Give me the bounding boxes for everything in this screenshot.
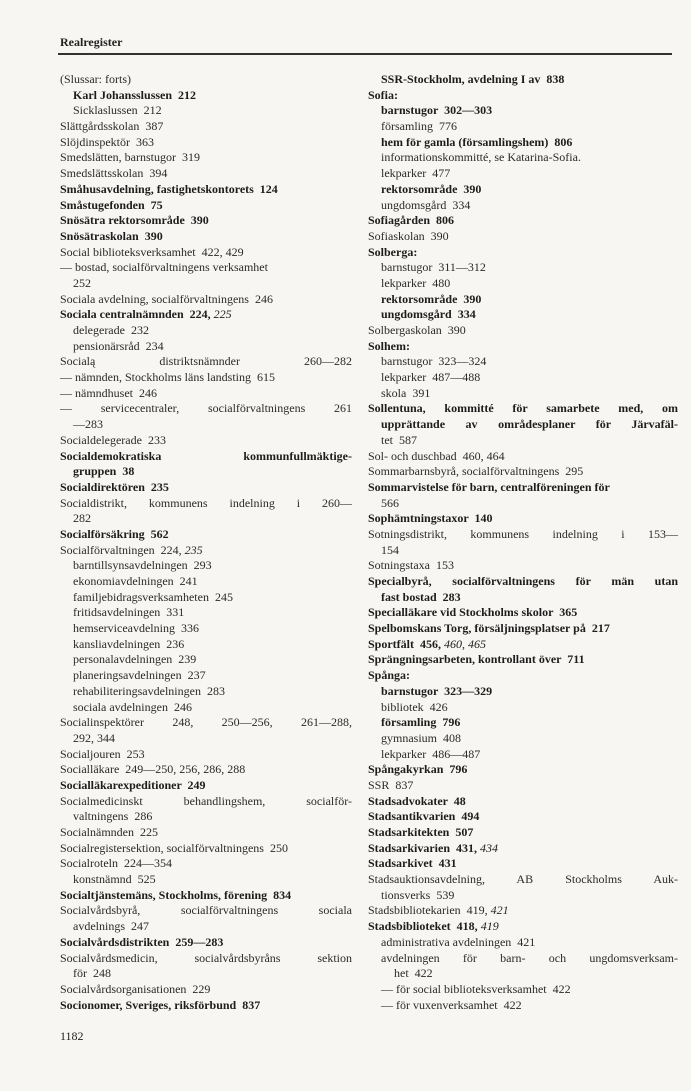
index-entry (60, 825, 352, 841)
index-subentry (368, 103, 678, 119)
index-subentry (368, 386, 678, 402)
index-subentry (368, 700, 678, 716)
entry-text: sociala avdelningen 246 (73, 699, 192, 714)
entry-text: Socialdemokratiska kommunfullmäktige- (60, 448, 352, 463)
index-entry (368, 229, 678, 245)
entry-text: Socialroteln 224—354 (60, 856, 172, 871)
index-subentry (60, 684, 352, 700)
entry-text: Småhusavdelning, fastighetskontorets 124 (60, 181, 278, 196)
entry-text: avdelningen för barn- och ungdomsverksam- (381, 950, 678, 965)
index-entry (368, 527, 678, 543)
entry-text: Smedslättsskolan 394 (60, 166, 168, 181)
entry-text: delegerade 232 (73, 323, 149, 337)
entry-text: Socialinspektörer 248, 250—256, 261—288, (60, 715, 352, 730)
index-subentry (368, 354, 678, 370)
entry-text: 282 (73, 511, 91, 526)
index-entry (60, 135, 352, 151)
index-subentry (60, 323, 352, 339)
index-subentry (60, 872, 352, 888)
entry-text: Sophämtningstaxor 140 (368, 511, 493, 526)
entry-text: konstnämnd 525 (73, 872, 156, 887)
entry-text: Socialförvaltningen 224, (60, 542, 185, 557)
index-subentry (368, 166, 678, 182)
index-entry (60, 543, 352, 559)
index-subentry (60, 103, 352, 119)
index-entry (60, 496, 352, 512)
index-subentry (60, 276, 352, 292)
entry-text: gruppen 38 (73, 464, 135, 479)
index-entry (368, 511, 678, 527)
entry-text: bibliotek 426 (381, 699, 448, 714)
entry-text: Sociala centralnämnden 224, (60, 307, 214, 322)
index-subentry (368, 72, 678, 88)
entry-text: Specialbyrå, socialförvaltningens för män utan (368, 574, 678, 588)
index-entry (60, 213, 352, 229)
index-entry (368, 605, 678, 621)
index-entry (60, 841, 352, 857)
entry-text: Sofiaskolan 390 (368, 228, 449, 243)
index-entry (60, 119, 352, 135)
index-subentry (368, 935, 678, 951)
entry-text: Socialdirektören 235 (60, 479, 169, 494)
index-subentry (368, 982, 678, 998)
index-subentry (368, 370, 678, 386)
entry-text: Specialläkare vid Stockholms skolor 365 (368, 605, 578, 620)
entry-text: Solbergaskolan 390 (368, 323, 466, 337)
index-entry (60, 951, 352, 967)
entry-text: Socialvårdsdistrikten 259—283 (60, 934, 224, 949)
entry-text: ungdomsgård 334 (381, 307, 476, 322)
index-subentry (60, 731, 352, 747)
index-entry (368, 856, 678, 872)
entry-text: Sprängningsarbeten, kontrollant över 711 (368, 652, 585, 667)
entry-text: het 422 (394, 966, 433, 981)
index-entry (60, 72, 352, 88)
index-column-right (368, 72, 678, 1013)
entry-text: Socialą distriktsnämnder 260—282 (60, 354, 352, 369)
index-subentry (368, 888, 678, 904)
index-entry (368, 841, 678, 857)
entry-text: upprättande av områdesplaner för Järvafäl- (381, 417, 678, 432)
index-entry (368, 652, 678, 668)
entry-text: barnstugor 311—312 (381, 260, 486, 275)
index-entry (368, 872, 678, 888)
index-entry (368, 621, 678, 637)
entry-text: gymnasium 408 (381, 730, 461, 745)
index-entry (368, 339, 678, 355)
entry-text: Socialläkarexpeditioner 249 (60, 777, 206, 792)
index-entry (60, 354, 352, 370)
entry-text: SSR 837 (368, 777, 414, 792)
index-subentry (368, 731, 678, 747)
index-entry (368, 88, 678, 104)
index-entry (60, 527, 352, 543)
index-subentry (368, 307, 678, 323)
index-entry (368, 245, 678, 261)
entry-text: Socialförsäkring 562 (60, 526, 169, 541)
entry-text: barnstugor 323—324 (381, 354, 487, 369)
index-entry (60, 480, 352, 496)
index-subentry (60, 966, 352, 982)
entry-text: 292, 344 (73, 730, 115, 745)
entry-italic-page-ref: 460, 465 (444, 636, 486, 651)
index-subentry (368, 998, 678, 1014)
entry-italic-page-ref: 434 (480, 840, 499, 855)
index-entry (60, 935, 352, 951)
entry-text: SSR-Stockholm, avdelning I av 838 (381, 72, 565, 86)
index-entry (60, 150, 352, 166)
index-entry (60, 229, 352, 245)
index-subentry (60, 590, 352, 606)
entry-text: Slättgårdsskolan 387 (60, 119, 164, 134)
index-entry (60, 747, 352, 763)
index-subentry (368, 496, 678, 512)
entry-text: Sol- och duschbad 460, 464 (368, 448, 505, 463)
entry-text: barnstugor 323—329 (381, 683, 493, 698)
entry-text: tionsverks 539 (381, 887, 455, 902)
entry-text: Socialdelegerade 233 (60, 432, 166, 447)
index-subentry (368, 433, 678, 449)
index-subentry (368, 292, 678, 308)
entry-text: Stadsarkivet 431 (368, 856, 457, 871)
index-entry (368, 401, 678, 417)
index-subentry (368, 198, 678, 214)
entry-text: lekparker 486—487 (381, 746, 481, 761)
entry-text: Socialjouren 253 (60, 746, 145, 761)
index-entry (60, 903, 352, 919)
entry-text: för 248 (73, 966, 111, 981)
index-subentry (368, 150, 678, 166)
entry-italic-page-ref: 225 (213, 307, 232, 322)
index-column-left (60, 72, 352, 1044)
entry-text: fritidsavdelningen 331 (73, 605, 185, 620)
index-entry (368, 637, 678, 653)
entry-text: Snösätra rektorsområde 390 (60, 213, 209, 228)
running-header: Realregister (60, 35, 123, 49)
entry-text: Sollentuna, kommitté för samarbete med, om (368, 401, 678, 416)
index-subentry (368, 276, 678, 292)
entry-text: Spångakyrkan 796 (368, 762, 468, 777)
index-subentry (60, 621, 352, 637)
entry-text: Socialdistrikt, kommunens indelning i 260— (60, 495, 352, 510)
entry-text: Stadsarkitekten 507 (368, 825, 474, 839)
index-subentry (60, 417, 352, 433)
entry-text: kansliavdelningen 236 (73, 636, 185, 651)
entry-text: — nämnden, Stockholms läns landsting 615 (60, 370, 275, 385)
entry-text: Socialläkare 249—250, 256, 286, 288 (60, 762, 246, 777)
entry-text: Karl Johansslussen 212 (73, 87, 197, 102)
index-entry (368, 464, 678, 480)
index-subentry (368, 715, 678, 731)
entry-text: lekparker 480 (381, 275, 451, 290)
entry-text: familjebidragsverksamheten 245 (73, 589, 233, 604)
entry-text: 566 (381, 495, 399, 510)
index-subentry (60, 605, 352, 621)
index-subentry (368, 543, 678, 559)
entry-text: lekparker 477 (381, 166, 451, 181)
page-number: 1182 (60, 1029, 84, 1044)
entry-text: Socialvårdsbyrå, socialförvaltningens sociala (60, 903, 352, 918)
index-subentry (368, 182, 678, 198)
entry-text: Socialtjänstemäns, Stockholms, förening 834 (60, 887, 292, 902)
index-entry (368, 794, 678, 810)
index-subentry (60, 700, 352, 716)
entry-text: barnstugor 302—303 (381, 103, 493, 118)
entry-text: Socialvårdsorganisationen 229 (60, 981, 211, 996)
index-entry (60, 982, 352, 998)
index-entry (368, 213, 678, 229)
index-entry (368, 809, 678, 825)
entry-text: Småstugefonden 75 (60, 197, 163, 212)
index-entry (368, 574, 678, 590)
entry-text: Socionomer, Sveriges, riksförbund 837 (60, 997, 261, 1012)
index-entry (60, 386, 352, 402)
index-entry (60, 260, 352, 276)
index-entry (60, 856, 352, 872)
entry-text: ungdomsgård 334 (381, 197, 471, 212)
index-entry (368, 480, 678, 496)
entry-text: lekparker 487—488 (381, 370, 481, 385)
index-subentry (60, 652, 352, 668)
index-entry (60, 198, 352, 214)
index-subentry (60, 464, 352, 480)
index-entry (368, 919, 678, 935)
index-entry (368, 668, 678, 684)
entry-text: tet 587 (381, 432, 417, 447)
entry-text: rektorsområde 390 (381, 291, 482, 306)
entry-text: (Slussar: forts) (60, 72, 131, 86)
index-entry (60, 998, 352, 1014)
entry-text: Socialvårdsmedicin, socialvårdsbyråns sektion (60, 950, 352, 965)
entry-text: hemserviceavdelning 336 (73, 621, 199, 636)
index-subentry (368, 417, 678, 433)
entry-text: — servicecentraler, socialförvaltningens 261 (60, 401, 352, 416)
entry-text: informationskommitté, se Katarina-Sofia. (381, 150, 581, 165)
entry-text: — för social biblioteksverksamhet 422 (381, 981, 571, 996)
entry-text: Sommarbarnsbyrå, socialförvaltningens 295 (368, 464, 584, 479)
entry-text: Stadsadvokater 48 (368, 793, 466, 808)
entry-text: Smedslätten, barnstugor 319 (60, 150, 200, 165)
entry-text: Snösätraskolan 390 (60, 228, 163, 243)
entry-text: rehabiliteringsavdelningen 283 (73, 683, 225, 698)
index-entry (60, 433, 352, 449)
entry-text: Sofiagården 806 (368, 213, 455, 228)
index-entry (60, 762, 352, 778)
index-entry (368, 778, 678, 794)
entry-text: Sofia: (368, 87, 398, 102)
index-subentry (368, 951, 678, 967)
entry-text: personalavdelningen 239 (73, 652, 197, 667)
entry-text: Slöjdinspektör 363 (60, 134, 155, 149)
index-entry (60, 778, 352, 794)
entry-text: Sotningsdistrikt, kommunens indelning i 153— (368, 526, 678, 541)
index-entry (60, 307, 352, 323)
entry-text: skola 391 (381, 385, 431, 400)
index-entry (368, 903, 678, 919)
index-subentry (368, 684, 678, 700)
entry-text: 252 (73, 275, 91, 290)
entry-text: administrativa avdelningen 421 (381, 934, 536, 949)
entry-italic-page-ref: 419 (480, 919, 499, 934)
entry-text: Stadsarkivarien 431, (368, 840, 481, 855)
entry-text: hem för gamla (församlingshem) 806 (381, 134, 573, 149)
index-entry (60, 370, 352, 386)
index-subentry (368, 119, 678, 135)
index-subentry (60, 637, 352, 653)
entry-text: ekonomiavdelningen 241 (73, 574, 198, 588)
index-subentry (60, 339, 352, 355)
entry-text: Spånga: (368, 668, 411, 683)
entry-text: Spelbomskans Torg, försäljningsplatser på 217 (368, 621, 610, 636)
index-entry (60, 182, 352, 198)
index-subentry (368, 747, 678, 763)
header-rule (58, 53, 672, 55)
entry-text: Sommarvistelse för barn, centralföreningen för (368, 479, 610, 494)
entry-text: Solhem: (368, 338, 410, 353)
index-subentry (368, 260, 678, 276)
index-subentry (60, 919, 352, 935)
entry-text: Socialregistersektion, socialförvaltningens 250 (60, 840, 288, 855)
entry-text: — för vuxenverksamhet 422 (381, 997, 522, 1012)
entry-text: —283 (73, 417, 103, 432)
index-entry (60, 715, 352, 731)
index-entry (368, 449, 678, 465)
entry-text: 154 (381, 542, 399, 557)
entry-text: församling 776 (381, 119, 457, 134)
index-subentry (368, 135, 678, 151)
entry-text: Stadsbiblioteket 418, (368, 919, 481, 934)
entry-text: Social biblioteksverksamhet 422, 429 (60, 244, 244, 259)
entry-text: Stadsbibliotekarien 419, (368, 903, 491, 918)
index-entry (60, 888, 352, 904)
entry-text: Sicklaslussen 212 (73, 103, 162, 118)
index-subentry (60, 574, 352, 590)
entry-text: avdelnings 247 (73, 919, 149, 934)
index-entry (368, 762, 678, 778)
entry-text: rektorsområde 390 (381, 181, 482, 196)
index-subentry (368, 966, 678, 982)
entry-text: Sotningstaxa 153 (368, 558, 454, 573)
entry-text: Stadsantikvarien 494 (368, 809, 480, 824)
entry-text: planeringsavdelningen 237 (73, 668, 206, 683)
entry-italic-page-ref: 421 (490, 903, 509, 918)
entry-text: Sociala avdelning, socialförvaltningens 246 (60, 291, 273, 306)
index-entry (60, 449, 352, 465)
index-subentry (60, 558, 352, 574)
entry-text: pensionärsråd 234 (73, 338, 164, 353)
entry-text: fast bostad 283 (381, 589, 461, 604)
entry-italic-page-ref: 235 (184, 542, 203, 557)
index-entry (368, 825, 678, 841)
entry-text: Socialnämnden 225 (60, 825, 158, 839)
entry-text: barntillsynsavdelningen 293 (73, 558, 212, 573)
index-entry (60, 166, 352, 182)
entry-text: Stadsauktionsavdelning, AB Stockholms Auk- (368, 872, 678, 887)
index-entry (60, 794, 352, 810)
entry-text: Solberga: (368, 244, 418, 259)
entry-text: — bostad, socialförvaltningens verksamhet (60, 260, 268, 275)
entry-text: församling 796 (381, 715, 461, 730)
index-subentry (60, 809, 352, 825)
entry-text: Socialmedicinskt behandlingshem, socialför- (60, 793, 352, 808)
entry-text: Sportfält 456, (368, 636, 444, 651)
entry-text: valtningens 286 (73, 809, 153, 824)
index-entry (60, 401, 352, 417)
index-entry (60, 292, 352, 308)
index-entry (368, 323, 678, 339)
index-subentry (368, 590, 678, 606)
index-subentry (60, 668, 352, 684)
index-entry (60, 245, 352, 261)
index-subentry (60, 88, 352, 104)
entry-text: — nämndhuset 246 (60, 385, 157, 400)
index-subentry (60, 511, 352, 527)
index-entry (368, 558, 678, 574)
